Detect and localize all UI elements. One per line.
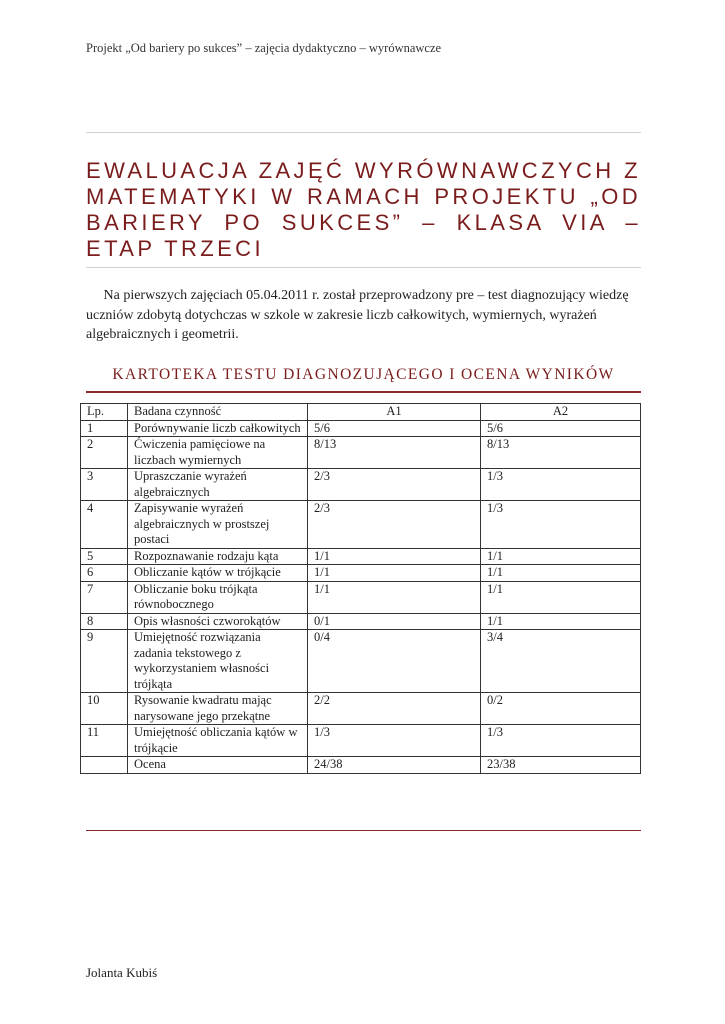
title-divider [86,267,641,268]
table-row [81,469,641,501]
cell-lp: 10 [81,693,128,725]
cell-a1: 1/3 [308,725,481,757]
total-label: Ocena [128,757,308,774]
table-row [81,420,641,437]
table-row [81,693,641,725]
cell-a2: 1/1 [481,548,641,565]
cell-a2: 1/3 [481,469,641,501]
page-header: Projekt „Od bariery po sukces” – zajęcia dydaktyczno – wyrównawcze [86,41,442,55]
header-lp: Lp. [81,404,128,421]
cell-task: Umiejętność rozwiązania zadania tekstowego z wykorzystaniem własności trójkąta [128,630,308,693]
footer-author: Jolanta Kubiś [86,965,158,980]
table-row [81,725,641,757]
total-row [81,757,641,774]
header-a1: A1 [308,404,481,421]
cell-task: Rysowanie kwadratu mając narysowane jego przekątne [128,693,308,725]
cell-a1: 0/4 [308,630,481,693]
cell-a1: 2/2 [308,693,481,725]
cell-a2: 1/3 [481,725,641,757]
cell-a2: 1/3 [481,501,641,549]
section-title-underline [86,391,641,393]
header-task: Badana czynność [128,404,308,421]
cell-a2: 8/13 [481,437,641,469]
intro-paragraph [86,286,646,345]
header-divider [86,132,641,133]
cell-task: Ćwiczenia pamięciowe na liczbach wymiernych [128,437,308,469]
results-table [80,403,641,774]
table-row [81,630,641,693]
cell-a1: 1/1 [308,581,481,613]
cell-lp: 9 [81,630,128,693]
table-row [81,565,641,582]
cell-a1: 8/13 [308,437,481,469]
cell-lp: 2 [81,437,128,469]
bottom-divider [86,830,641,831]
cell-task: Rozpoznawanie rodzaju kąta [128,548,308,565]
cell-task: Upraszczanie wyrażeń algebraicznych [128,469,308,501]
cell-task: Obliczanie kątów w trójkącie [128,565,308,582]
table-row [81,548,641,565]
table-row [81,581,641,613]
cell-a1: 2/3 [308,501,481,549]
document-title: EWALUACJA ZAJĘĆ WYRÓWNAWCZYCH Z MATEMATYKI W RAMACH PROJEKTU „OD BARIERY PO SUKCES” – KLASA VIA – ETAP TRZECI [86,158,641,261]
cell-lp: 1 [81,420,128,437]
table-row [81,613,641,630]
cell-lp: 7 [81,581,128,613]
cell-a1: 0/1 [308,613,481,630]
cell-a1: 1/1 [308,548,481,565]
cell-task: Zapisywanie wyrażeń algebraicznych w prostszej postaci [128,501,308,549]
cell-a2: 5/6 [481,420,641,437]
cell-lp: 11 [81,725,128,757]
cell-task: Porównywanie liczb całkowitych [128,420,308,437]
total-a1: 24/38 [308,757,481,774]
cell-lp: 5 [81,548,128,565]
cell-lp: 4 [81,501,128,549]
cell-task: Obliczanie boku trójkąta równobocznego [128,581,308,613]
cell-lp-empty [81,757,128,774]
cell-a1: 2/3 [308,469,481,501]
cell-lp: 6 [81,565,128,582]
section-title: KARTOTEKA TESTU DIAGNOZUJĄCEGO I OCENA WYNIKÓW [112,366,615,383]
cell-a2: 1/1 [481,581,641,613]
cell-a1: 1/1 [308,565,481,582]
header-a2: A2 [481,404,641,421]
cell-lp: 3 [81,469,128,501]
cell-task: Opis własności czworokątów [128,613,308,630]
cell-a2: 1/1 [481,613,641,630]
cell-lp: 8 [81,613,128,630]
table-row [81,437,641,469]
table-header-row [81,404,641,421]
intro-text: Na pierwszych zajęciach 05.04.2011 r. został przeprowadzony pre – test diagnozujący wiedzę uczniów zdobytą dotychczas w szkole w zakresie liczb całkowitych, wymiernych, wyrażeń algebraicznych i geometrii. [86,288,629,342]
cell-a2: 0/2 [481,693,641,725]
cell-a1: 5/6 [308,420,481,437]
total-a2: 23/38 [481,757,641,774]
cell-a2: 3/4 [481,630,641,693]
cell-a2: 1/1 [481,565,641,582]
cell-task: Umiejętność obliczania kątów w trójkącie [128,725,308,757]
table-row [81,501,641,549]
